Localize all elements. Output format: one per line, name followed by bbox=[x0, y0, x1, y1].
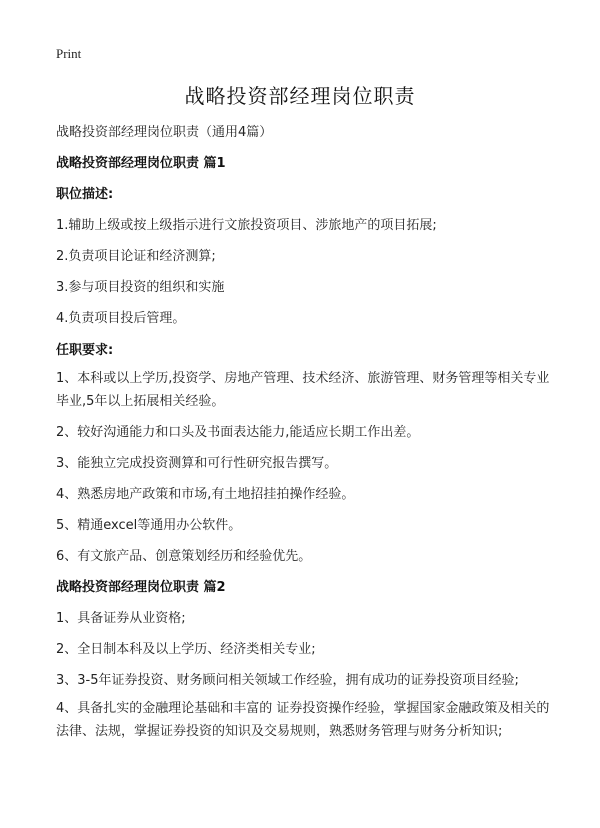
job-description-heading: 职位描述: bbox=[56, 187, 114, 202]
document-subtitle: 战略投资部经理岗位职责（通用4篇） bbox=[56, 125, 273, 140]
section2-item: 3、3-5年证券投资、财务顾问相关领域工作经验，拥有成功的证券投资项目经验; bbox=[56, 673, 519, 688]
print-label: Print bbox=[56, 46, 82, 61]
description-item: 3.参与项目投资的组织和实施 bbox=[56, 280, 225, 295]
section2-item: 4、具备扎实的金融理论基础和丰富的 证券投资操作经验，掌握国家金融政策及相关的法律、法规，掌握证券投资的知识及交易规则，熟悉财务管理与财务分析知识; bbox=[56, 701, 550, 739]
section1-heading: 战略投资部经理岗位职责 篇1 bbox=[56, 156, 226, 171]
description-item: 1.辅助上级或按上级指示进行文旅投资项目、涉旅地产的项目拓展; bbox=[56, 218, 437, 233]
requirement-item: 6、有文旅产品、创意策划经历和经验优先。 bbox=[56, 549, 312, 564]
section2-item: 2、全日制本科及以上学历、经济类相关专业; bbox=[56, 642, 316, 657]
description-item: 2.负责项目论证和经济测算; bbox=[56, 249, 216, 264]
requirements-heading: 任职要求: bbox=[56, 343, 114, 358]
requirement-item: 4、熟悉房地产政策和市场,有土地招挂拍操作经验。 bbox=[56, 487, 355, 502]
description-item: 4.负责项目投后管理。 bbox=[56, 311, 186, 326]
requirement-item: 3、能独立完成投资测算和可行性研究报告撰写。 bbox=[56, 456, 338, 471]
requirement-item: 2、较好沟通能力和口头及书面表达能力,能适应长期工作出差。 bbox=[56, 425, 420, 440]
section2-heading: 战略投资部经理岗位职责 篇2 bbox=[56, 580, 226, 595]
requirement-item: 1、本科或以上学历,投资学、房地产管理、技术经济、旅游管理、财务管理等相关专业毕业,5年以上拓展相关经验。 bbox=[56, 371, 550, 409]
requirement-item: 5、精通excel等通用办公软件。 bbox=[56, 518, 242, 533]
document-title: 战略投资部经理岗位职责 bbox=[184, 84, 416, 108]
section2-item: 1、具备证券从业资格; bbox=[56, 611, 186, 626]
